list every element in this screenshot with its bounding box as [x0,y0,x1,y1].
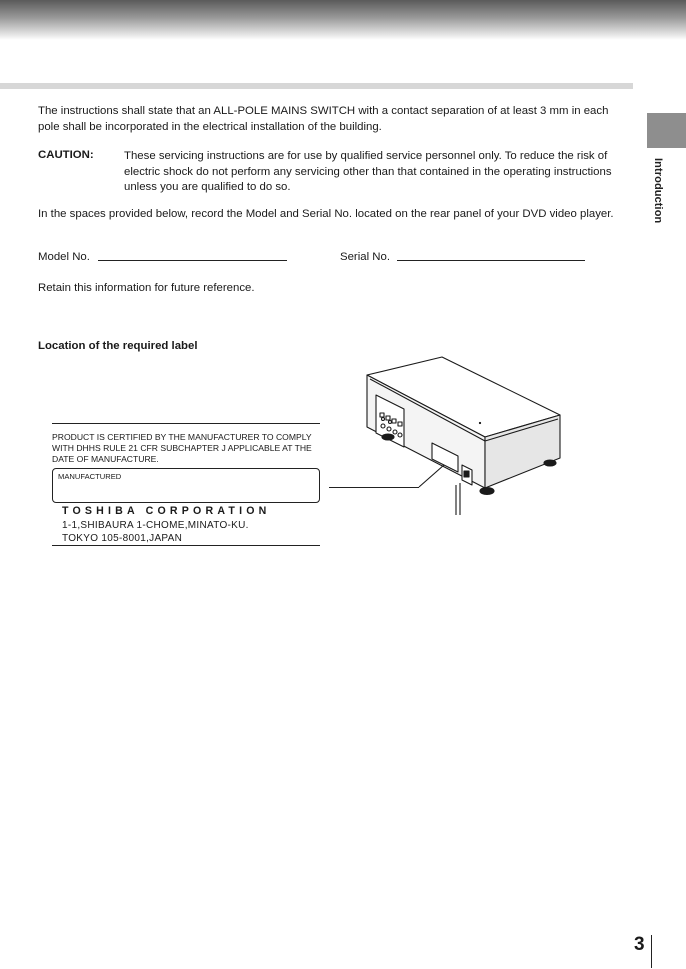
page-number: 3 [634,934,645,955]
address-line-2: TOKYO 105-8001,JAPAN [62,533,183,544]
mains-switch-paragraph: The instructions shall state that an ALL-POLE MAINS SWITCH with a contact separation of at least 3 mm in each pole shall be incorporated in the electrical installation of the building. [38,105,609,133]
certification-text: PRODUCT IS CERTIFIED BY THE MANUFACTURER TO COMPLY WITH DHHS RULE 21 CFR SUBCHAPTER J APPLICABLE AT THE DATE OF MANUFACTURE. [52,432,312,465]
record-instructions-paragraph: In the spaces provided below, record the Model and Serial No. located on the rear panel of your DVD video player. [38,208,614,220]
label-location-heading: Location of the required label [38,340,198,352]
header-gradient-band [0,0,686,40]
serial-number-line [397,260,585,261]
serial-number-label: Serial No. [340,251,391,263]
dvd-player-illustration [360,355,570,520]
model-number-line [98,260,287,261]
manufactured-text: MANUFACTURED [58,472,122,481]
label-bottom-rule [52,545,320,546]
model-number-label: Model No. [38,251,90,263]
header-rule [0,83,633,89]
retain-paragraph: Retain this information for future reference. [38,282,255,294]
page-number-rule [651,935,652,968]
corporation-name: TOSHIBA CORPORATION [62,505,271,517]
caution-text: These servicing instructions are for use by qualified service personnel only. To reduce the risk of electric shock do not perform any servicing other than that contained in the operating instructions unless you are qualified to do so. [124,150,612,193]
caution-label: CAUTION: [38,149,94,161]
section-tab [647,113,686,148]
address-line-1: 1-1,SHIBAURA 1-CHOME,MINATO-KU. [62,520,249,531]
section-tab-label: Introduction [652,158,664,224]
label-top-rule [52,423,320,424]
manufactured-box [52,468,320,503]
